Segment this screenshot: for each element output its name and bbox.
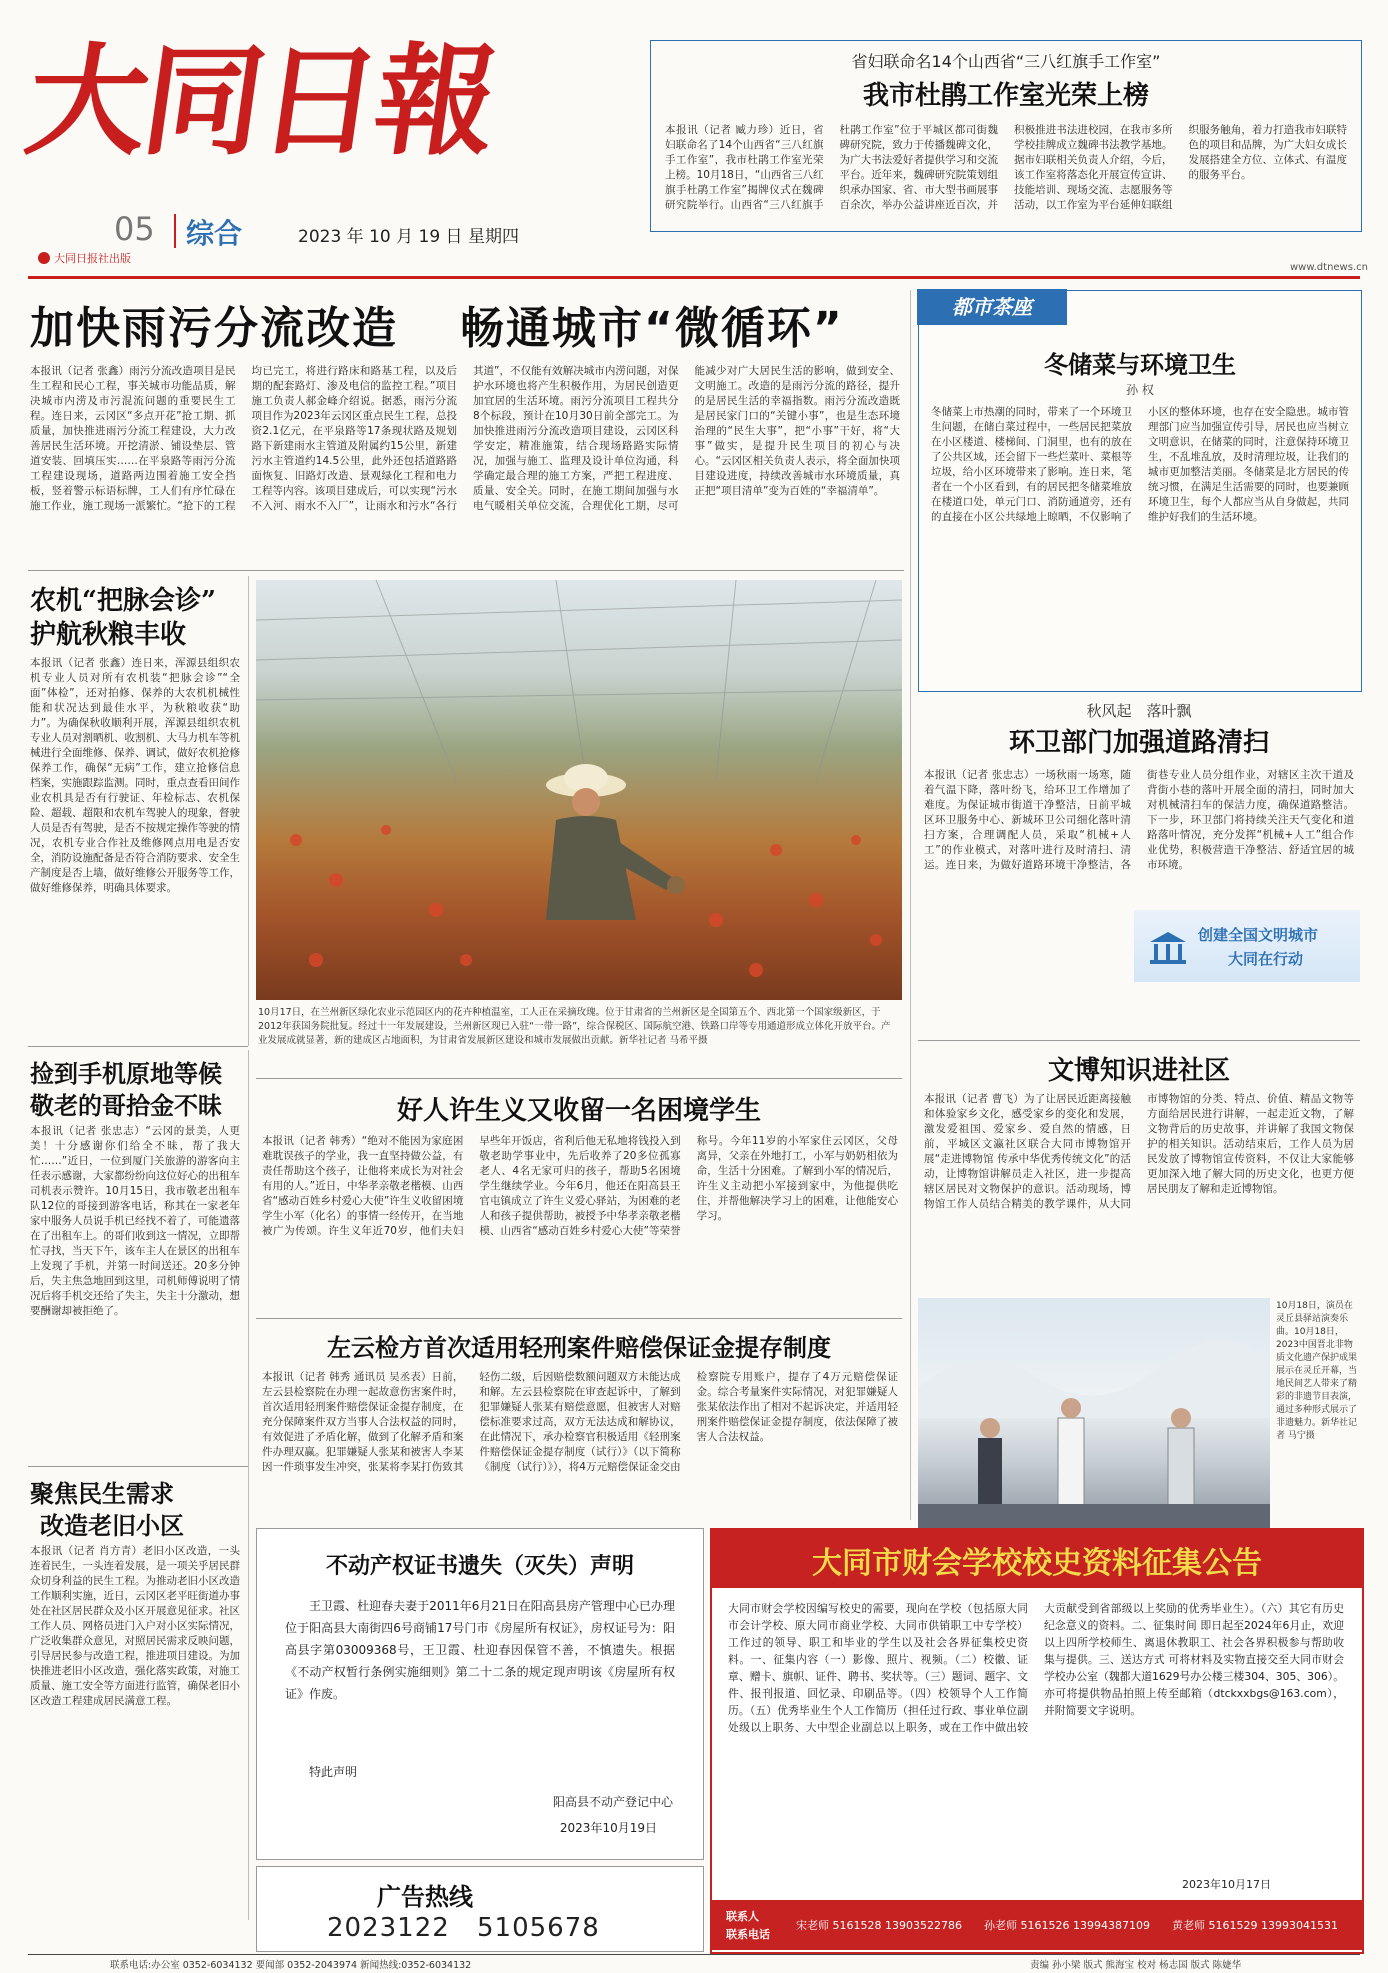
- contact-label-2: 联系电话: [726, 1928, 770, 1941]
- community-headline-1: 聚焦民生需求: [30, 1479, 174, 1508]
- school-ad-headline: 大同市财会学校校史资料征集公告: [812, 1546, 1262, 1581]
- lead-story-body: 本报讯（记者 张鑫）雨污分流改造项目是民生工程和民心工程，事关城市功能品质，解决城市内涝及市污混流问题的重要民生工程。连日来，云冈区“多点开花”抢工期、抓质量，加快推进雨污分流工程建设，大力改善居民生活环境。开挖清淤、铺设垫层、管道安装、回填压实……在平泉路等雨污分流工程建设现场，道路两边围着施工安全挡板，竖着警示标语标牌，工人们有序忙碌在施工作业，施工现场一派繁忙。“抢下的工程均已完工，将进行路床和路基工程，以及后期的配套路灯、渗及电信的监控工程。”项目施工负责人郝金峰介绍说。据悉，雨污分流项目作为2023年云冈区重点民生工程，总投资2.1亿元，在平泉路等17条现状路及规划路下新建雨水主管道及附属约15公里，新建污水主管道约14.5公里，此外还包括道路路面恢复、旧路灯改造、景观绿化工程和电力工程等内容。该项目建成后，可以实现“污水不入河、雨水不入厂”，让雨水和污水“各行其道”，不仅能有效解决城市内涝问题，对保护水环境也将产生积极作用，为居民创造更加宜居的生活环境。雨污分流项目工程共分8个标段，预计在10月30日前全部完工。为加快推进雨污分流改造项目建设，云冈区科学安定，精准施策，结合现场路路实际情况，加强与施工、监理及设计单位沟通，科学确定最合理的施工方案，严把工程进度、质量、安全关。同时，在施工期间加强与水电气暖相关单位交流，合理优化工期，尽可能减少对广大居民生活的影响，做到安全、文明施工。改造的是雨污分流的路径，提升的是居民生活的幸福指数。雨污分流改造既是居民家门口的“关键小事”，也是生态环境治理的“民生大事”，把“小事”干好，将“大事”做实，是提升民生项目的初心与决心。“云冈区相关负责人表示，将全面加快项目建设进度，持续改善城市水环境质量，真正把“项目清单”变为百姓的“幸福清单”。: [30, 365, 900, 512]
- commentary-headline: 冬储菜与环境卫生: [1044, 350, 1236, 379]
- greenhouse-illustration: [256, 580, 902, 1000]
- masthead-divider: [174, 214, 176, 248]
- performance-caption: 10月18日，演员在灵丘县驿站演奏乐曲。10月18日，2023中国晋北非物质文化遗产保护成果展示在灵丘开幕，当地民间艺人带来了精彩的非遗节目表演，通过多种形式展示了非遗魅力。新华社记者 马宁摄: [1276, 1301, 1358, 1441]
- leaves-kicker: 秋风起 落叶飘: [1086, 702, 1192, 720]
- school-ad-box: [710, 1528, 1364, 1954]
- good-person-body: 本报讯（记者 韩秀）“绝对不能因为家庭困难耽误孩子的学业，我一直坚持做公益，有责任帮助这个孩子，让他将来成长为对社会有用的人。”近日，中华孝亲敬老楷模、山西省“感动百姓乡村爱心大使”许生义收留困境学生小军（化名）的事情一经传开，在当地被广为传颂。许生义年近70岁，他们夫妇早些年开饭店，省利后他无私地将钱投入到敬老助学事业中，先后收养了20多位孤寡老人、4名无家可归的孩子，帮助5名困境学生继续学业。今年6月，他还在阳高县王官屯镇成立了许生义爱心驿站，为困难的老人和孩子提供帮助，被授予中华孝亲敬老楷模、山西省“感动百姓乡村爱心大使”等荣誉称号。今年11岁的小军家住云冈区，父母离异，父亲在外地打工，小军与奶奶相依为命，生活十分困难。了解到小军的情况后，许生义主动把小军接到家中，为他提供吃住，并帮他解决学习上的困难，让他能安心学习。: [262, 1135, 898, 1237]
- masthead: [18, 26, 628, 265]
- contact-3: 黄老师 5161529 13993041531: [1172, 1919, 1338, 1932]
- leaves-headline: 环卫部门加强道路清扫: [1008, 728, 1269, 758]
- greenhouse-caption: 10月17日，在兰州新区绿化农业示范园区内的花卉种植温室，工人正在采摘玫瑰。位于甘肃省的兰州新区是全国第五个、西北第一个国家级新区，于2012年获国务院批复。经过十一年发展建设，兰州新区现已入驻“一带一路”，综合保税区、国际航空港、铁路口岸等专用通道形成立体化开放平台。产业发展成就显著，新的建成区占地面积，为甘肃省发展新区建设和城市发展做出贡献。新华社记者 马希平摄: [258, 1007, 891, 1046]
- divider: [256, 1078, 902, 1079]
- footer-right: 责编 孙小梁 版式 熊海宝 校对 杨志国 版式 陈婕华: [1030, 1960, 1242, 1971]
- top-story-body: 本报讯（记者 臧力珍）近日，省妇联命名了14个山西省“三八红旗手工作室”，我市杜鹃工作室光荣上榜。10月18日，“山西省三八红旗手杜鹃工作室”揭牌仪式在魏碑研究院举行。山西省“三八红旗手杜鹃工作室”位于平城区都司街魏碑研究院，致力于传播魏碑文化，为广大书法爱好者提供学习和交流平台。近年来，魏碑研究院策划组织承办国家、省、市大型书画展事百余次，举办公益讲座近百次，并积极推进书法进校园，在我市多所学校挂牌成立魏碑书法教学基地。据市妇联相关负责人介绍，今后，该工作室将落态化开展宣传宣讲、技能培训、现场交流、志愿服务等活动，以工作室为平台延伸妇联组织服务触角，着力打造我市妇联特色的项目和品牌，为广大妇女成长发展搭建全方位、立体式、有温度的服务平台。: [665, 124, 1347, 211]
- good-person-headline: 好人许生义又收留一名困境学生: [396, 1096, 761, 1126]
- contact-2: 孙老师 5161526 13994387109: [984, 1919, 1150, 1932]
- contact-bar: [712, 1900, 1362, 1950]
- ad-hotline-number-2: 5105678: [477, 1913, 600, 1943]
- divider: [918, 1040, 1360, 1041]
- farm-headline-2: 护航秋粮丰收: [30, 620, 187, 650]
- commentary-tag: 都市茶座: [917, 289, 1067, 325]
- divider: [28, 570, 904, 571]
- phone-headline-1: 捡到手机原地等候: [30, 1059, 222, 1088]
- publisher-label: 大同日报社出版: [54, 252, 131, 265]
- contact-1: 宋老师 5161528 13903522786: [796, 1919, 962, 1932]
- school-ad-header: [712, 1530, 1362, 1588]
- notice-box: [256, 1528, 704, 1860]
- notice-closing: 特此声明: [309, 1765, 358, 1779]
- notice-headline: 不动产权证书遗失（灭失）声明: [325, 1553, 634, 1579]
- divider: [28, 1466, 248, 1467]
- compensation-body: 本报讯（记者 韩秀 通讯员 吴丞表）日前，左云县检察院在办理一起故意伤害案件时，首次适用轻刑案件赔偿保证金提存制度，在充分保障案件双方当事人合法权益的同时，有效促进了矛盾化解，做到了化解矛盾和案件办理双赢。犯罪嫌疑人张某和被害人李某因一件琐事发生冲突，张某将李某打伤致其轻伤二级，后因赔偿数额问题双方未能达成和解。左云县检察院在审查起诉中，了解到犯罪嫌疑人张某有赔偿意愿，但被害人对赔偿标准要求过高，双方无法达成和解协议，在此情况下，承办检察官积极适用《轻刑案件赔偿保证金提存制度（试行）》（以下简称《制度（试行）》），将4万元赔偿保证金交由检察院专用账户，提存了4万元赔偿保证金。综合考量案件实际情况，对犯罪嫌疑人张某依法作出了相对不起诉决定，并适用轻刑案件赔偿保证金提存制度，依法保障了被害人合法权益。: [262, 1371, 898, 1473]
- notice-date: 2023年10月19日: [559, 1821, 657, 1835]
- commentary-box: [918, 290, 1362, 692]
- greenhouse-photo: [256, 580, 902, 1000]
- community-headline-2: 改造老旧小区: [40, 1511, 184, 1540]
- lead-headline-b: 畅通城市“微循环”: [460, 303, 844, 354]
- farm-headline-1: 农机“把脉会诊”: [30, 586, 216, 616]
- footer-rule: [28, 1954, 1360, 1955]
- farm-story-body: 本报讯（记者 张鑫）连日来，浑源县组织农机专业人员对所有农机装“把脉会诊”“全面”体检”，还对拍修、保养的大农机机械性能和状况达到最佳水平，为秋粮收获“助力”。为确保秋收顺利开展，浑源县组织农机专业人员对割晒机、收割机、大马力机车等机械进行全面维修、保养、调试，做好农机抢修保养工作，确保“无病”工作，建立抢修信息档案，实施跟踪监测。同时，重点查看田间作业农机具是否有行驶证、年检标志、农机保险、超载、超限和农机车驾驶人的现象，督驶人员是否有驾驶，是否不按规定操作等驶的情况，农机专业合作社及维修网点用电是否安全，消防设施配备是否符合消防要求、安全生产制度是否上墙，做好维修公开服务等工作，做好维修保养，明确具体要求。: [30, 657, 240, 894]
- museum-headline: 文博知识进社区: [1047, 1056, 1230, 1086]
- museum-body: 本报讯（记者 曹飞）为了让居民近距离接触和体验家乡文化，感受家乡的变化和发展，激发爱祖国、爱家乡、爱自然的情感，日前，平城区文瀛社区联合大同市博物馆开展“走进博物馆 传承中华优秀传统文化”的活动，让博物馆讲解员走入社区，进一步提高辖区居民对文物保护的意识。活动现场，博物馆工作人员结合精美的教学课件，从大同市博物馆的分类、特点、价值、精品文物等方面给居民进行讲解，一起走近文物，了解文物背后的历史故事，并讲解了我国文物保护的相关知识。活动结束后，工作人员为居民发放了博物馆宣传资料，不仅让大家能够更加深入地了解大同的历史文化，也更方便居民朋友了解和走近博物馆。: [924, 1093, 1354, 1210]
- top-story-kicker: 省妇联命名14个山西省“三八红旗手工作室”: [851, 52, 1161, 71]
- notice-body: 王卫霞、杜迎春夫妻于2011年6月21日在阳高县房产管理中心已办理位于阳高县大南街四6号商铺17号门市《房屋所有权证》，房权证号为：阳高县字第03009368号，王卫霞、杜迎春因保管不善，不慎遗失。根据《不动产权暂行条例实施细则》第二十二条的规定现声明该《房屋所有权证》作废。: [285, 1599, 675, 1701]
- masthead-rule: [28, 276, 1360, 279]
- notice-signer: 阳高县不动产登记中心: [552, 1795, 673, 1809]
- divider: [256, 1318, 902, 1319]
- school-ad-body: 大同市财会学校因编写校史的需要，现向在学校（包括原大同市会计学校、原大同市商业学校、大同市供销职工中专学校）工作过的领导、职工和毕业的学生以及社会各界征集校史资料。一、征集内容（一）影像、照片、视频。（二）校徽、证章、赠卡、旗帜、证件、聘书、奖状等。（三）题词、题字、文件、报刊报道、回忆录、印刷品等。（四）校领导个人工作简历。（五）优秀毕业生个人工作简历（担任过行政、事业单位副处级以上职务、大中型企业副总以上职务，或在工作中做出较大贡献受到省部级以上奖励的优秀毕业生）。（六）其它有历史纪念意义的资料。二、征集时间 即日起至2024年6月止，欢迎以上四所学校师生、离退休教职工、社会各界积极参与帮助收集与提供。三、送达方式 可将材料及实物直接交至大同市财会学校办公室（魏都大道1629号办公楼三楼304、305、306）。亦可将提供物品拍照上传至邮箱（dtckxxbgs@163.com），并附简要文字说明。: [728, 1602, 1344, 1734]
- issue-date: 2023 年 10 月 19 日 星期四: [298, 227, 519, 247]
- civilized-city-line-2: 大同在行动: [1228, 950, 1304, 968]
- section-name: 综合: [186, 217, 243, 250]
- top-story-headline: 我市杜鹃工作室光荣上榜: [862, 81, 1149, 111]
- ad-hotline-box: [256, 1866, 704, 1952]
- commentary-body: 冬储菜上市热潮的同时，带来了一个环境卫生问题，在储白菜过程中，一些居民把菜放在小区楼道、楼梯间、门洞里，也有的放在了公共区域，还会留下一些烂菜叶、菜根等垃圾，给小区环境带来了影响。连日来，笔者在一个小区看到，有的居民把冬储菜堆放在楼道口处，单元门口、消防通道旁，还有的直接在小区公共绿地上晾晒，不仅影响了小区的整体环境，也存在安全隐患。城市管理部门应当加强宣传引导，居民也应当树立文明意识，在储菜的同时，注意保持环境卫生，不乱堆乱放，及时清理垃圾，让我们的城市更加整洁美丽。冬储菜是北方居民的传统习惯，在满足生活需要的同时，也要兼顾环境卫生，每个人都应当从自身做起，共同维护好我们的生活环境。: [931, 406, 1349, 523]
- civilized-city-badge: [1134, 910, 1360, 982]
- compensation-headline: 左云检方首次适用轻刑案件赔偿保证金提存制度: [327, 1333, 831, 1362]
- performers-illustration: [918, 1298, 1270, 1530]
- civilized-city-line-1: 创建全国文明城市: [1198, 926, 1319, 944]
- ad-hotline-title: 广告热线: [377, 1882, 473, 1911]
- divider: [910, 290, 911, 1520]
- community-story-body: 本报讯（记者 肖方青）老旧小区改造，一头连着民生，一头连着发展，是一项关乎居民群众切身利益的民生工程。为推动老旧小区改造工作顺利实施，近日，云冈区老平旺街道办事处在社区居民群众及小区开展意见征求。社区工作人员、网格员进门入户对小区实际情况，广泛收集群众意见，对照居民需求反映问题，引导居民参与改造工程，推进项目建设。为加快推进老旧小区改造，强化落实政策，对施工质量、施工安全等方面进行监管，确保老旧小区改造工程建成居民满意工程。: [30, 1545, 240, 1707]
- divider: [248, 1050, 249, 1920]
- masthead-title: 大同日報: [18, 31, 502, 172]
- contact-label-1: 联系人: [726, 1910, 759, 1923]
- school-ad-date: 2023年10月17日: [1182, 1878, 1271, 1891]
- phone-story-body: 本报讯（记者 张忠志）“云冈的景美，人更美！十分感谢你们给全不昧，帮了我大忙……”近日，一位到厦门关旅游的游客向主任表示感谢，大家都纷纷向这位好心的出租车司机表示赞许。10月15日，我市敬老出租车队12位的哥接到游客电话，称其在一家老年家中服务人员说手机已经找不着了，可能遗落在了出租车上。的哥们收到这一情况，立即帮忙寻找，当天下午，该车主人在景区的出租车上发现了手机，并第一时间送还。20多分钟后，失主焦急地回到这里，司机师傅说明了情况后将手机交还给了失主，失主十分激动，想要酬谢却被拒绝了。: [30, 1125, 240, 1317]
- publisher-logo: [38, 252, 50, 264]
- page-number: 05: [114, 210, 155, 248]
- leaves-body: 本报讯（记者 张忠志）一场秋雨一场寒，随着气温下降，落叶纷飞，给环卫工作增加了难度。为保证城市街道干净整洁，日前平城区环卫服务中心、新城环卫公司细化落叶清扫方案，合理调配人员，采取“机械+人工”的作业模式，对落叶进行及时清扫、清运。连日来，为做好道路环境干净整洁，各街巷专业人员分组作业，对辖区主次干道及背街小巷的落叶开展全面的清扫，同时加大对机械清扫车的保洁力度，确保道路整洁。下一步，环卫部门将持续关注天气变化和道路落叶情况，充分发挥“机械+人工”组合作业优势，积极营造干净整洁、舒适宜居的城市环境。: [924, 769, 1354, 871]
- phone-headline-2: 敬老的哥拾金不昧: [30, 1091, 222, 1120]
- worker-figure: [546, 764, 685, 920]
- performance-photo: [918, 1298, 1270, 1530]
- temple-icon: [1148, 930, 1188, 964]
- footer-left: 联系电话:办公室 0352-6034132 要闻部 0352-2043974 新闻热线:0352-6034132: [110, 1960, 472, 1971]
- site-url: www.dtnews.cn: [1290, 262, 1368, 273]
- top-story-box: [650, 40, 1362, 232]
- divider: [28, 1046, 248, 1047]
- ad-hotline-number-1: 2023122: [327, 1913, 450, 1943]
- divider: [248, 576, 249, 1046]
- commentary-author: 孙 权: [1126, 383, 1154, 397]
- lead-headline-a: 加快雨污分流改造: [30, 303, 398, 354]
